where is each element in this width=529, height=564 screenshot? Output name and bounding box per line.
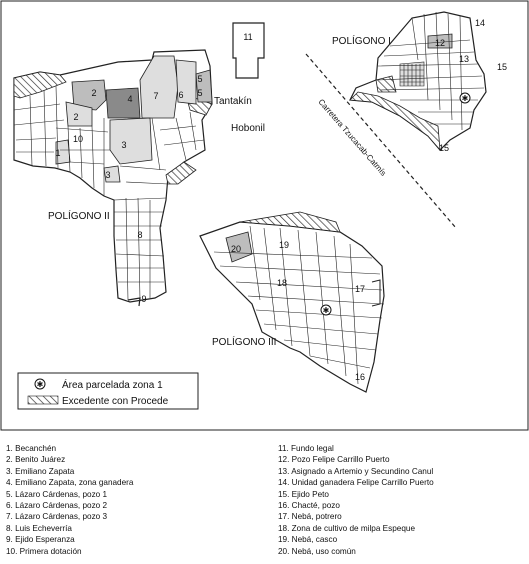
parcel-number-label: 19 [278, 240, 290, 250]
parcel-key-left-column [6, 443, 133, 557]
key-item: 15. Ejido Peto [278, 489, 329, 499]
key-item: 17. Nebá, potrero [278, 512, 342, 522]
key-item: 5. Lázaro Cárdenas, pozo 1 [6, 489, 108, 499]
parcel-number-label: 4 [127, 94, 133, 104]
parcel-4 [106, 88, 140, 118]
key-item: 13. Asignado a Artemio y Secundino Canul [278, 466, 434, 476]
polygon-ii [14, 50, 212, 306]
label-poligono-ii: POLÍGONO II [48, 211, 110, 222]
parcel-number-label: 11 [243, 32, 253, 42]
parcel-number-label: 17 [354, 284, 366, 294]
parcel-number-label: 2 [73, 112, 79, 122]
polygon-iii-outline [200, 222, 384, 392]
polygon-iii [200, 212, 384, 392]
parcel-number-label: 6 [178, 90, 184, 100]
parcel-key [0, 443, 529, 564]
asterisk-icon: ✱ [322, 306, 330, 315]
parcel-number-label: 18 [276, 278, 288, 288]
parcel-number-label: 8 [137, 230, 143, 240]
key-item: 14. Unidad ganadera Felipe Carrillo Puerto [278, 478, 434, 488]
parcel-number-label: 9 [141, 294, 147, 304]
parcel-number-label: 3 [105, 170, 111, 180]
parcel-number-label: 7 [153, 91, 159, 101]
legend-hatch-icon [28, 396, 58, 404]
parcel-number-label: 3 [121, 140, 127, 150]
key-item: 16. Chacté, pozo [278, 500, 340, 510]
key-item: 20. Nebá, uso común [278, 546, 356, 556]
key-item: 3. Emiliano Zapata [6, 466, 75, 476]
parcel-number-label: 5 [197, 74, 203, 84]
parcel-key-right-column [278, 443, 434, 557]
key-item: 11. Fundo legal [278, 444, 334, 453]
asterisk-icon: ✱ [461, 94, 469, 103]
parcel-number-label: 12 [434, 38, 446, 48]
parcel-3 [110, 118, 152, 164]
key-item: 8. Luis Echeverría [6, 523, 72, 533]
parcel-number-label: 20 [230, 244, 242, 254]
parcel-number-label: 1 [55, 148, 61, 158]
label-poligono-i: POLÍGONO I [332, 36, 391, 47]
parcel-number-label: 15 [496, 62, 508, 72]
key-item: 7. Lázaro Cárdenas, pozo 3 [6, 512, 108, 522]
key-item: 4. Emiliano Zapata, zona ganadera [6, 478, 134, 488]
parcel-number-label: 10 [72, 134, 84, 144]
parcel-number-label: 13 [458, 54, 470, 64]
label-poligono-iii: POLÍGONO III [212, 337, 277, 348]
parcel-number-label: 5 [197, 88, 203, 98]
parcel-number-label: 14 [474, 18, 486, 28]
key-item: 2. Benito Juárez [6, 455, 66, 465]
parcel-number-label: 15 [438, 143, 450, 153]
asterisk-icon: ✱ [36, 380, 44, 389]
road-label: Carretera Tzucacab-Catmís [316, 97, 388, 178]
key-item: 6. Lázaro Cárdenas, pozo 2 [6, 500, 108, 510]
legend-label-area-parcelada: Área parcelada zona 1 [62, 380, 163, 391]
legend-label-excedente: Excedente con Procede [62, 396, 169, 407]
parcel-number-label: 16 [354, 372, 366, 382]
legend [18, 373, 198, 409]
key-item: 1. Becanchén [6, 444, 57, 453]
key-item: 10. Primera dotación [6, 546, 82, 556]
key-item: 19. Nebá, casco [278, 535, 338, 545]
key-item: 12. Pozo Felipe Carrillo Puerto [278, 455, 390, 465]
label-tantakin: Tantakín [214, 96, 252, 107]
key-item: 18. Zona de cultivo de milpa Espeque [278, 523, 416, 533]
label-hobonil: Hobonil [231, 123, 265, 134]
parcel-number-label: 2 [91, 88, 97, 98]
key-item: 9. Ejido Esperanza [6, 535, 75, 545]
